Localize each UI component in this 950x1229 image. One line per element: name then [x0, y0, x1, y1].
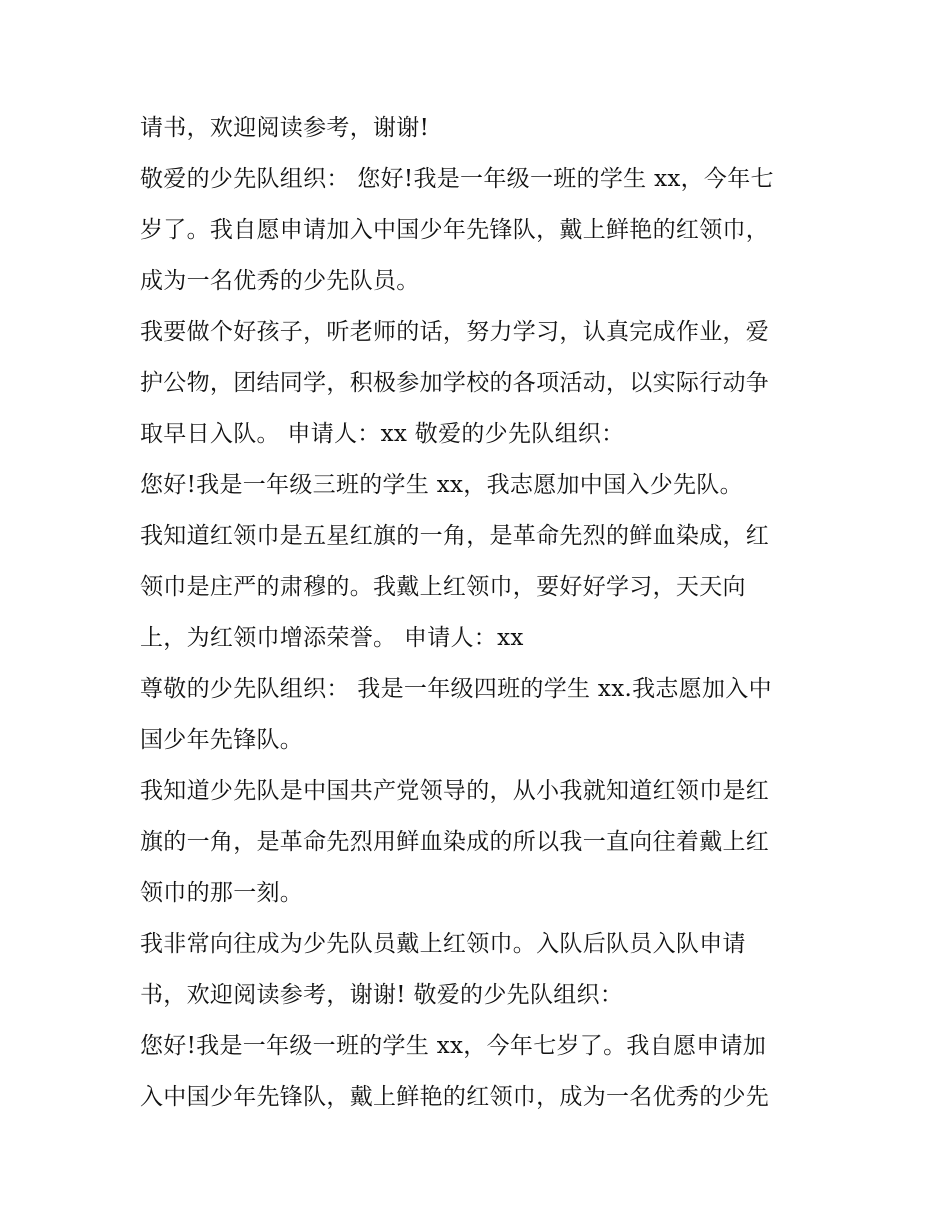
- text-line: 国少年先锋队。: [140, 727, 304, 753]
- text-line: 入中国少年先锋队，戴上鲜艳的红领巾，成为一名优秀的少先: [140, 1084, 770, 1110]
- text-line: 上，为红领巾增添荣誉。 申请人：xx: [140, 625, 524, 651]
- text-line: 我要做个好孩子，听老师的话，努力学习，认真完成作业，爱: [140, 319, 770, 345]
- text-line: 我知道少先队是中国共产党领导的，从小我就知道红领巾是红: [140, 778, 770, 804]
- text-line: 领巾的那一刻。: [140, 880, 304, 906]
- text-line: 请书，欢迎阅读参考，谢谢!: [140, 115, 430, 141]
- text-line: 您好!我是一年级一班的学生 xx，今年七岁了。我自愿申请加: [140, 1033, 767, 1059]
- text-line: 您好!我是一年级三班的学生 xx，我志愿加中国入少先队。: [140, 472, 743, 498]
- text-line: 领巾是庄严的肃穆的。我戴上红领巾，要好好学习，天天向: [140, 574, 746, 600]
- text-line: 我知道红领巾是五星红旗的一角，是革命先烈的鲜血染成，红: [140, 523, 770, 549]
- text-line: 旗的一角，是革命先烈用鲜血染成的所以我一直向往着戴上红: [140, 829, 770, 855]
- text-line: 尊敬的少先队组织： 我是一年级四班的学生 xx.我志愿加入中: [140, 676, 772, 702]
- text-line: 岁了。我自愿申请加入中国少年先锋队，戴上鲜艳的红领巾，: [140, 217, 770, 243]
- text-line: 护公物，团结同学，积极参加学校的各项活动，以实际行动争: [140, 370, 770, 396]
- document-body: [140, 103, 820, 1123]
- text-line: 敬爱的少先队组织： 您好!我是一年级一班的学生 xx，今年七: [140, 166, 774, 192]
- text-line: 成为一名优秀的少先队员。: [140, 268, 420, 294]
- text-line: 我非常向往成为少先队员戴上红领巾。入队后队员入队申请: [140, 931, 746, 957]
- text-line: 取早日入队。 申请人：xx 敬爱的少先队组织：: [140, 421, 625, 447]
- text-line: 书，欢迎阅读参考，谢谢! 敬爱的少先队组织：: [140, 982, 624, 1008]
